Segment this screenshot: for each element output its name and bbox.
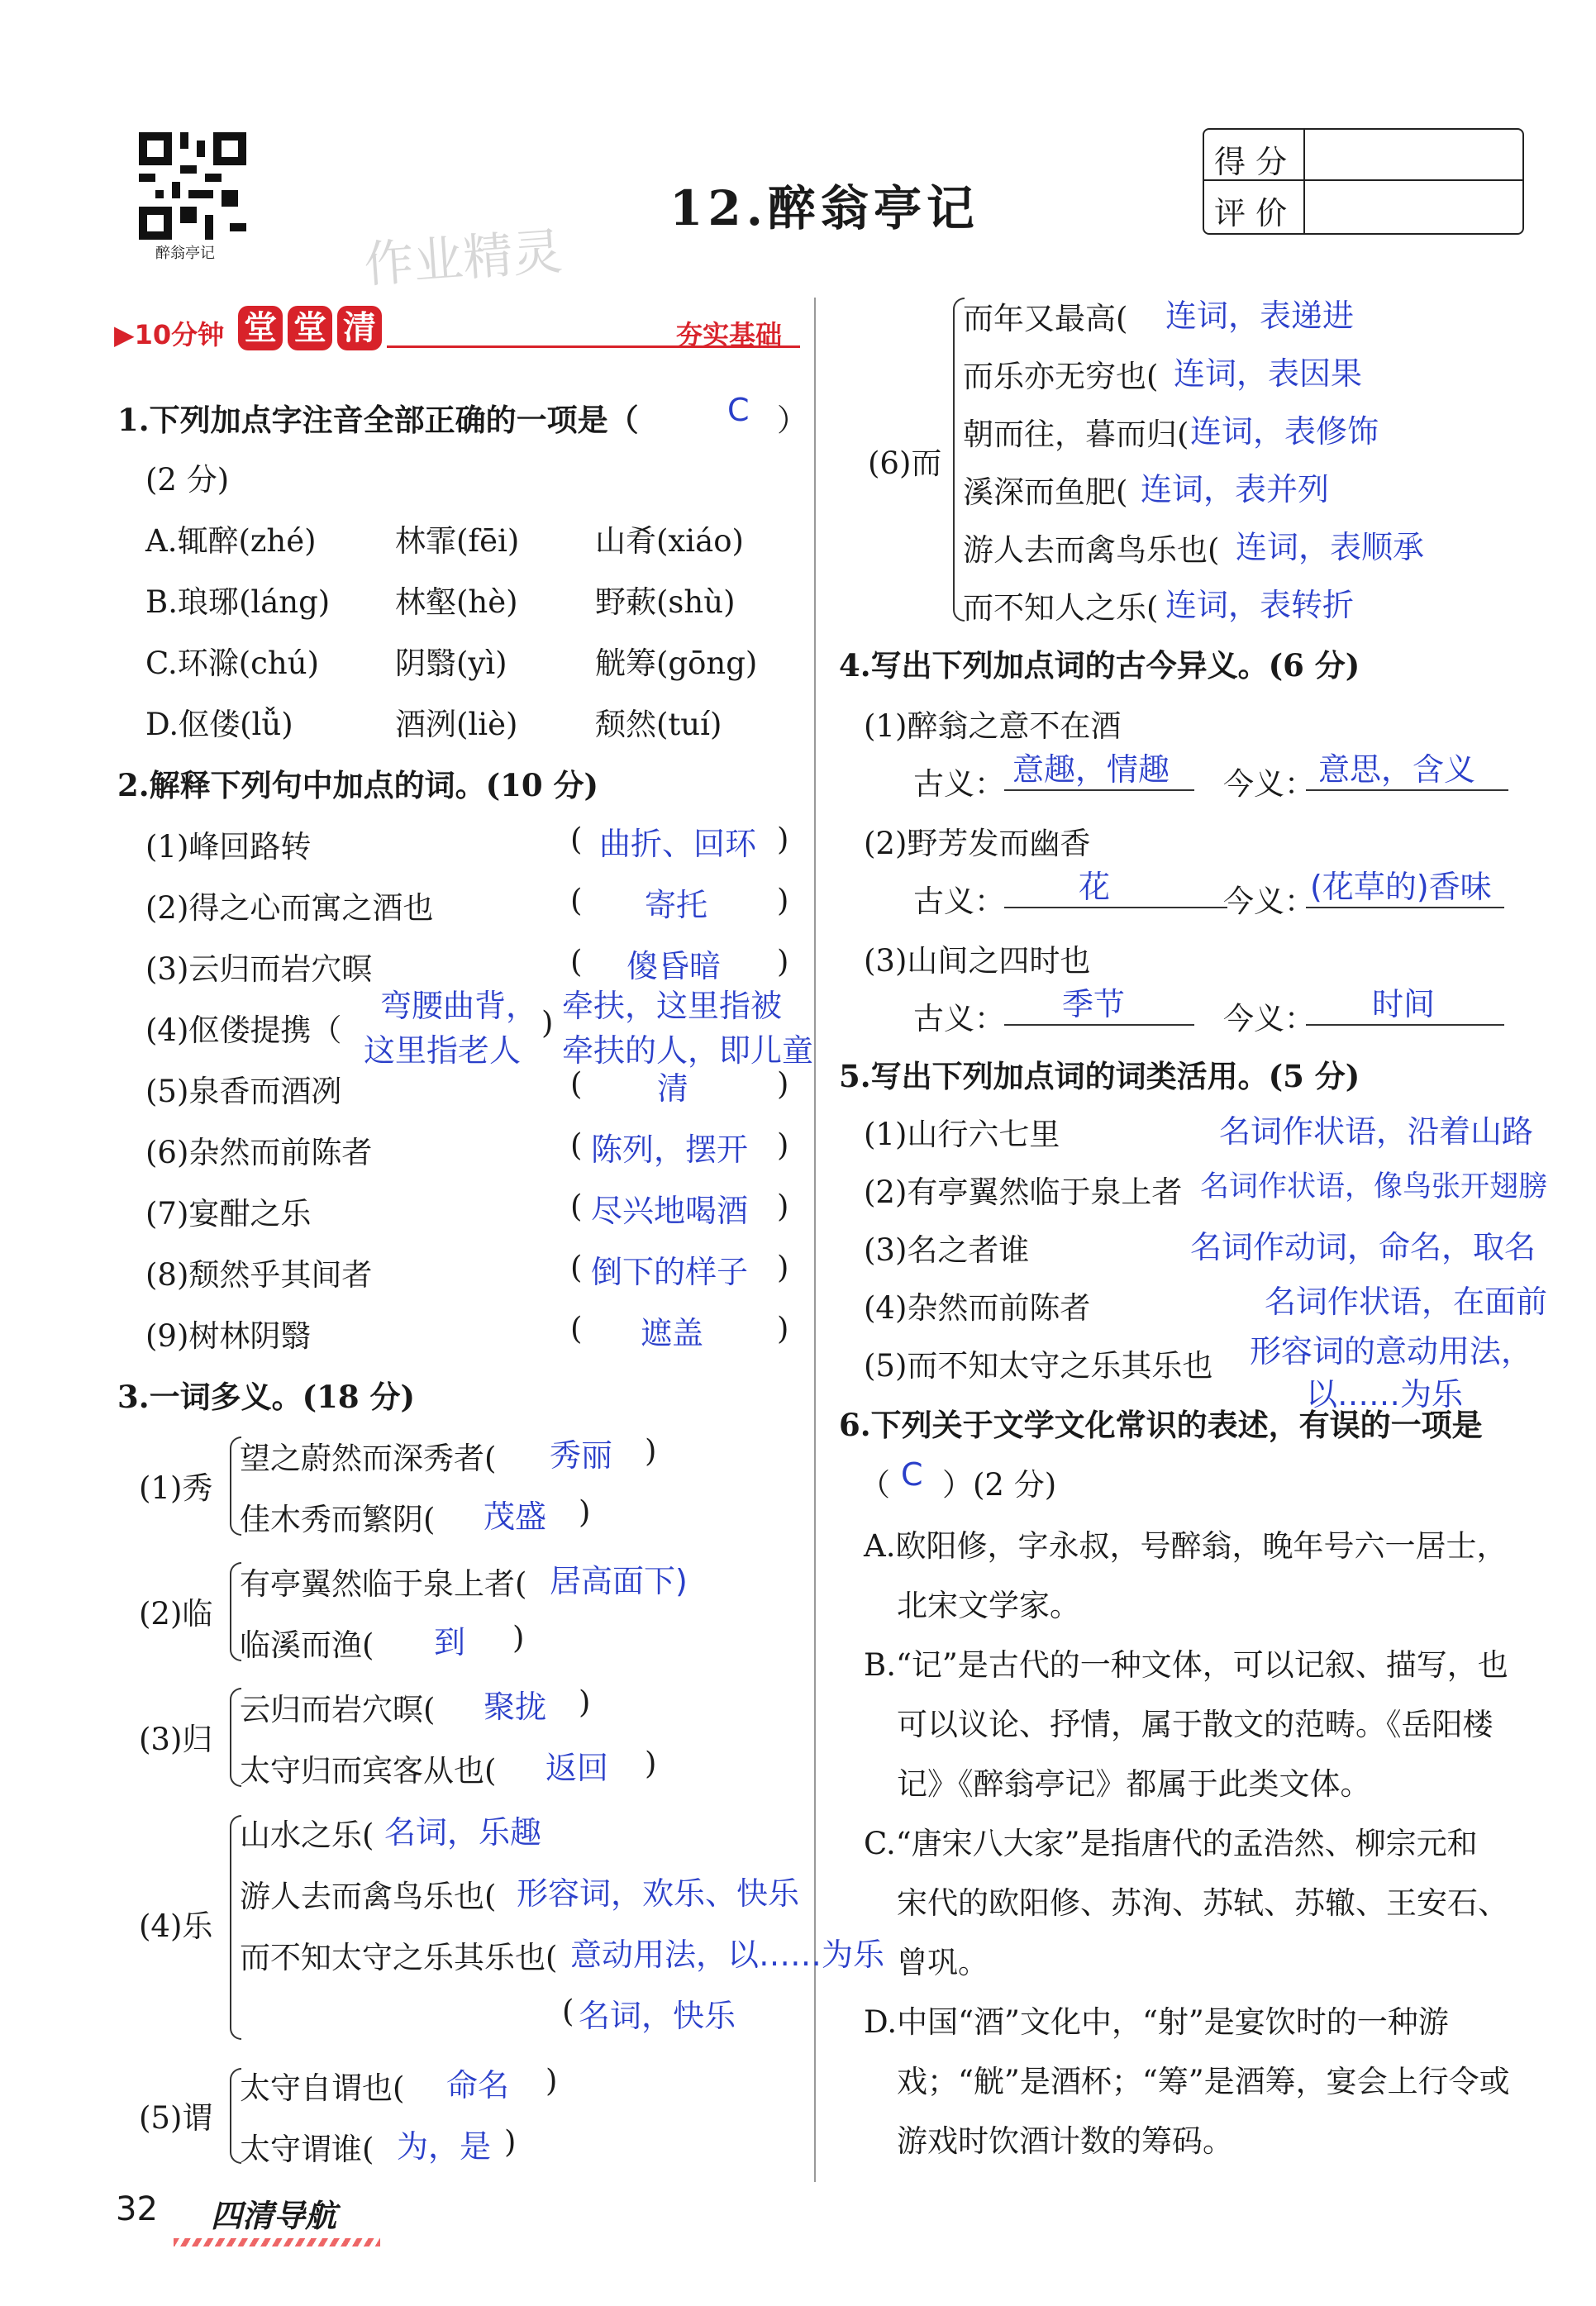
footer-brand: 四清导航 xyxy=(211,2198,337,2234)
q6-tail: ）(2 分) xyxy=(942,1467,1057,1503)
eval-label: 评 价 xyxy=(1214,195,1288,231)
q5-stem: 5.写出下列加点词的词类活用。(5 分) xyxy=(839,1058,1360,1094)
q1-option-c1: C.环滁(chú) xyxy=(145,646,320,681)
q4-gu-answer-3[interactable]: 季节 xyxy=(1004,979,1194,1026)
q3-answer-2-1[interactable]: 居高面下) xyxy=(550,1563,688,1599)
q3-er-answer-2[interactable]: 连词，表因果 xyxy=(1174,355,1363,392)
q3-answer-5-1[interactable]: 命名 xyxy=(446,2067,510,2104)
q1-answer[interactable]: C xyxy=(727,392,750,428)
q2-open-5: ( xyxy=(570,1066,583,1102)
q4-jin-label-1: 今义： xyxy=(1223,766,1315,802)
q1-points: (2 分) xyxy=(145,462,230,498)
q5-item-5: (5)而不知太守之乐其乐也 xyxy=(864,1348,1213,1384)
q4-gu-answer-2[interactable]: 花 xyxy=(1004,861,1227,908)
q6-line-4: 可以议论、抒情，属于散文的范畴。《岳阳楼 xyxy=(897,1707,1494,1742)
page-title: 12.醉翁亭记 xyxy=(669,180,979,236)
q4-jin-label-2: 今义： xyxy=(1223,884,1315,919)
q3-item-2-2: 临溪而渔( xyxy=(240,1627,374,1663)
q3-answer-2-2[interactable]: 到 xyxy=(434,1624,466,1660)
q2-stem: 2.解释下列句中加点的词。(10 分) xyxy=(117,767,599,803)
q3-group-label-1: (1)秀 xyxy=(139,1470,213,1506)
score-box xyxy=(1203,128,1524,235)
q6-line-2: 北宋文学家。 xyxy=(897,1588,1080,1623)
q3-er-item-4: 溪深而鱼肥( xyxy=(963,474,1128,510)
q3-answer-3-1[interactable]: 聚拢 xyxy=(484,1689,547,1725)
q3-item-2-1: 有亭翼然临于泉上者( xyxy=(240,1566,527,1602)
q3-answer-4-1[interactable]: 名词，乐趣 xyxy=(384,1814,542,1851)
q5-answer-5[interactable]: 形容词的意动用法， xyxy=(1250,1333,1533,1370)
q1-stem: 1.下列加点字注音全部正确的一项是（ xyxy=(117,402,639,438)
q6-answer[interactable]: C xyxy=(901,1456,923,1493)
q3-group-label-4: (4)乐 xyxy=(139,1908,213,1944)
q2-open-7: ( xyxy=(570,1189,583,1224)
q3-brace-6 xyxy=(953,298,965,622)
q3-er-item-6: 而不知人之乐( xyxy=(963,590,1159,626)
q3-close-5-2: ) xyxy=(504,2124,517,2160)
q3-er-answer-1[interactable]: 连词，表递进 xyxy=(1165,298,1355,334)
q4-jin-label-3: 今义： xyxy=(1223,1001,1315,1036)
q2-answer-8[interactable]: 倒下的样子 xyxy=(591,1254,749,1290)
q1-option-a3: 山肴(xiáo) xyxy=(595,523,744,559)
score-label: 得 分 xyxy=(1214,144,1288,180)
q2-open-1: ( xyxy=(570,822,583,857)
q1-option-c3: 觥筹(gōng) xyxy=(595,646,758,681)
q2-close-3: ) xyxy=(777,944,789,979)
q2-answer-2[interactable]: 寄托 xyxy=(645,887,708,923)
q3-answer-4-2[interactable]: 形容词，欢乐、快乐 xyxy=(517,1875,800,1912)
q3-item-4-2: 游人去而禽鸟乐也( xyxy=(240,1879,497,1914)
q1-option-a1: A.辄醉(zhé) xyxy=(145,523,317,559)
q3-group-label-3: (3)归 xyxy=(139,1722,213,1757)
page-number: 32 xyxy=(116,2190,158,2228)
q2-answer-6[interactable]: 陈列，摆开 xyxy=(591,1132,749,1168)
q3-close-3-1: ) xyxy=(579,1684,591,1720)
q3-er-item-1: 而年又最高( xyxy=(963,301,1128,336)
banner-char-1: 堂 xyxy=(238,306,283,350)
q1-close: ） xyxy=(777,403,808,438)
q2-answer-4b-line1[interactable]: 牵扶，这里指被 xyxy=(562,988,783,1024)
q4-jin-answer-1[interactable]: 意思，含义 xyxy=(1306,744,1508,791)
q3-er-answer-6[interactable]: 连词，表转折 xyxy=(1165,587,1355,623)
q2-answer-9[interactable]: 遮盖 xyxy=(641,1315,704,1351)
q2-open-2: ( xyxy=(570,883,583,918)
q3-er-answer-5[interactable]: 连词，表顺承 xyxy=(1236,529,1425,565)
q3-item-3-2: 太守归而宾客从也( xyxy=(240,1753,497,1789)
q6-line-7: 宋代的欧阳修、苏洵、苏轼、苏辙、王安石、 xyxy=(897,1885,1508,1921)
q2-item-5: (5)泉香而酒冽 xyxy=(145,1074,342,1109)
q3-close-1-2: ) xyxy=(579,1494,591,1530)
q4-gu-label-2: 古义： xyxy=(913,884,1005,919)
q6-stem: 6.下列关于文学文化常识的表述，有误的一项是 xyxy=(839,1407,1483,1443)
q1-option-d3: 颓然(tuí) xyxy=(595,707,722,742)
eval-field[interactable] xyxy=(1305,183,1520,231)
q4-item-3: (3)山间之四时也 xyxy=(864,943,1091,979)
q3-group-label-2: (2)临 xyxy=(139,1596,213,1632)
q3-item-4-4: ( xyxy=(562,1994,574,2029)
q3-er-item-5: 游人去而禽鸟乐也( xyxy=(963,532,1220,568)
q3-er-answer-3[interactable]: 连词，表修饰 xyxy=(1190,413,1379,450)
q3-item-4-3: 而不知太守之乐其乐也( xyxy=(240,1940,558,1975)
q2-item-9: (9)树林阴翳 xyxy=(145,1318,312,1354)
q1-option-d2: 酒洌(liè) xyxy=(395,707,518,742)
q2-answer-4a-line1[interactable]: 弯腰曲背， xyxy=(380,988,538,1024)
q3-item-5-2: 太守谓谁( xyxy=(240,2132,374,2167)
q2-answer-7[interactable]: 尽兴地喝酒 xyxy=(591,1193,749,1229)
q3-item-1-2: 佳木秀而繁阴( xyxy=(240,1502,436,1537)
qr-code xyxy=(139,132,246,240)
q2-close-5: ) xyxy=(777,1066,789,1102)
q4-gu-label-3: 古义： xyxy=(913,1001,1005,1036)
q3-close-1-1: ) xyxy=(645,1433,657,1469)
q6-line-11: 游戏时饮酒计数的筹码。 xyxy=(897,2123,1233,2159)
q2-close-9: ) xyxy=(777,1311,789,1346)
q3-answer-4-3[interactable]: 意动用法，以……为乐 xyxy=(570,1937,885,1973)
q6-line-10: 戏；“觥”是酒杯；“筹”是酒筹，宴会上行令或 xyxy=(897,2064,1510,2099)
q2-item-8: (8)颓然乎其间者 xyxy=(145,1257,373,1293)
q3-er-answer-4[interactable]: 连词，表并列 xyxy=(1141,471,1330,507)
q3-group-label-6: (6)而 xyxy=(868,445,942,481)
q6-line-3: B.“记”是古代的一种文体，可以记叙、描写，也 xyxy=(864,1647,1508,1683)
q3-er-item-3: 朝而往，暮而归( xyxy=(963,417,1189,452)
q2-item-3: (3)云归而岩穴暝 xyxy=(145,951,373,987)
q1-option-b1: B.琅琊(láng) xyxy=(145,584,331,620)
q4-stem: 4.写出下列加点词的古今异义。(6 分) xyxy=(839,647,1360,684)
q5-item-4: (4)杂然而前陈者 xyxy=(864,1290,1091,1326)
q2-close-2: ) xyxy=(777,883,789,918)
q2-close-6: ) xyxy=(777,1127,789,1163)
q2-open-3: ( xyxy=(570,944,583,979)
q4-jin-answer-3[interactable]: 时间 xyxy=(1306,979,1504,1026)
q2-item-1: (1)峰回路转 xyxy=(145,829,312,865)
q6-open: （ xyxy=(860,1467,890,1503)
section-banner xyxy=(114,306,783,354)
score-field[interactable] xyxy=(1305,131,1520,178)
q5-answer-1[interactable]: 名词作状语，沿着山路 xyxy=(1219,1113,1534,1150)
q4-item-1: (1)醉翁之意不在酒 xyxy=(864,708,1122,744)
q2-open-9: ( xyxy=(570,1311,583,1346)
q2-close-8: ) xyxy=(777,1250,789,1285)
q3-close-2-2: ) xyxy=(512,1620,525,1656)
q2-answer-5[interactable]: 清 xyxy=(657,1070,689,1107)
banner-char-3: 清 xyxy=(337,306,382,350)
q1-option-a2: 林霏(fēi) xyxy=(395,523,520,559)
q2-item-4: (4)伛偻提携（ xyxy=(145,1012,342,1048)
q1-option-b2: 林壑(hè) xyxy=(395,584,518,620)
q2-open-6: ( xyxy=(570,1127,583,1163)
q3-stem: 3.一词多义。(18 分) xyxy=(117,1379,416,1415)
q3-answer-3-2[interactable]: 返回 xyxy=(545,1750,609,1786)
banner-tag: 夯实基础 xyxy=(676,319,783,350)
q6-line-5: 记》《醉翁亭记》都属于此类文体。 xyxy=(897,1766,1371,1802)
q3-answer-1-1[interactable]: 秀丽 xyxy=(550,1437,613,1474)
q5-answer-3[interactable]: 名词作动词，命名，取名 xyxy=(1190,1229,1536,1265)
q2-mid-4: ) xyxy=(541,1005,554,1041)
qr-caption: 醉翁亭记 xyxy=(155,245,215,262)
q2-answer-3[interactable]: 傻昏暗 xyxy=(626,948,722,984)
q3-close-5-1: ) xyxy=(545,2063,558,2099)
q3-answer-4-4[interactable]: 名词，快乐 xyxy=(579,1998,736,2034)
q4-jin-answer-2[interactable]: (花草的)香味 xyxy=(1306,861,1504,908)
watermark: 作业精灵 xyxy=(362,222,565,295)
q3-item-4-1: 山水之乐( xyxy=(240,1818,374,1853)
q4-gu-label-1: 古义： xyxy=(913,766,1005,802)
q3-item-3-1: 云归而岩穴暝( xyxy=(240,1692,436,1727)
q6-line-6: C.“唐宋八大家”是指唐代的孟浩然、柳宗元和 xyxy=(864,1826,1478,1861)
q2-item-7: (7)宴酣之乐 xyxy=(145,1196,312,1232)
q2-open-8: ( xyxy=(570,1250,583,1285)
q4-item-2: (2)野芳发而幽香 xyxy=(864,826,1091,861)
q3-group-label-5: (5)谓 xyxy=(139,2100,213,2136)
q5-answer-2[interactable]: 名词作状语，像鸟张开翅膀 xyxy=(1200,1170,1548,1203)
q6-line-1: A.欧阳修，字永叔，号醉翁，晚年号六一居士， xyxy=(864,1528,1508,1564)
q2-close-7: ) xyxy=(777,1189,789,1224)
banner-time: ▶10分钟 xyxy=(114,319,225,350)
q3-item-5-1: 太守自谓也( xyxy=(240,2070,405,2106)
q5-item-2: (2)有亭翼然临于泉上者 xyxy=(864,1174,1183,1210)
q5-item-3: (3)名之者谁 xyxy=(864,1232,1030,1268)
q1-option-b3: 野蔌(shù) xyxy=(595,584,736,620)
q3-answer-1-2[interactable]: 茂盛 xyxy=(484,1498,547,1535)
column-divider xyxy=(814,298,816,2182)
q2-answer-1[interactable]: 曲折、回环 xyxy=(599,826,757,862)
q3-answer-5-2[interactable]: 为，是 xyxy=(397,2128,492,2165)
q5-answer-5-extra[interactable]: 以……为乐 xyxy=(1306,1376,1464,1413)
q5-item-1: (1)山行六七里 xyxy=(864,1117,1060,1152)
banner-char-2: 堂 xyxy=(288,306,332,350)
q3-item-1-1: 望之蔚然而深秀者( xyxy=(240,1441,497,1476)
q3-close-3-2: ) xyxy=(645,1746,657,1781)
q6-line-8: 曾巩。 xyxy=(897,1945,989,1980)
q1-option-c2: 阴翳(yì) xyxy=(395,646,507,681)
q5-answer-4[interactable]: 名词作状语，在面前 xyxy=(1265,1284,1548,1320)
q1-option-d1: D.伛偻(lǚ) xyxy=(145,707,293,742)
q6-line-9: D.中国“酒”文化中，“射”是宴饮时的一种游 xyxy=(864,2004,1449,2040)
q2-item-6: (6)杂然而前陈者 xyxy=(145,1135,373,1170)
q2-item-2: (2)得之心而寓之酒也 xyxy=(145,890,434,926)
q4-gu-answer-1[interactable]: 意趣，情趣 xyxy=(1004,744,1194,791)
q2-answer-4a-line2[interactable]: 这里指老人 xyxy=(364,1032,522,1069)
q3-er-item-2: 而乐亦无穷也( xyxy=(963,359,1159,394)
q2-answer-4b-line2[interactable]: 牵扶的人，即儿童 xyxy=(562,1032,814,1069)
q2-close-1: ) xyxy=(777,822,789,857)
footer-stripe xyxy=(174,2238,380,2246)
